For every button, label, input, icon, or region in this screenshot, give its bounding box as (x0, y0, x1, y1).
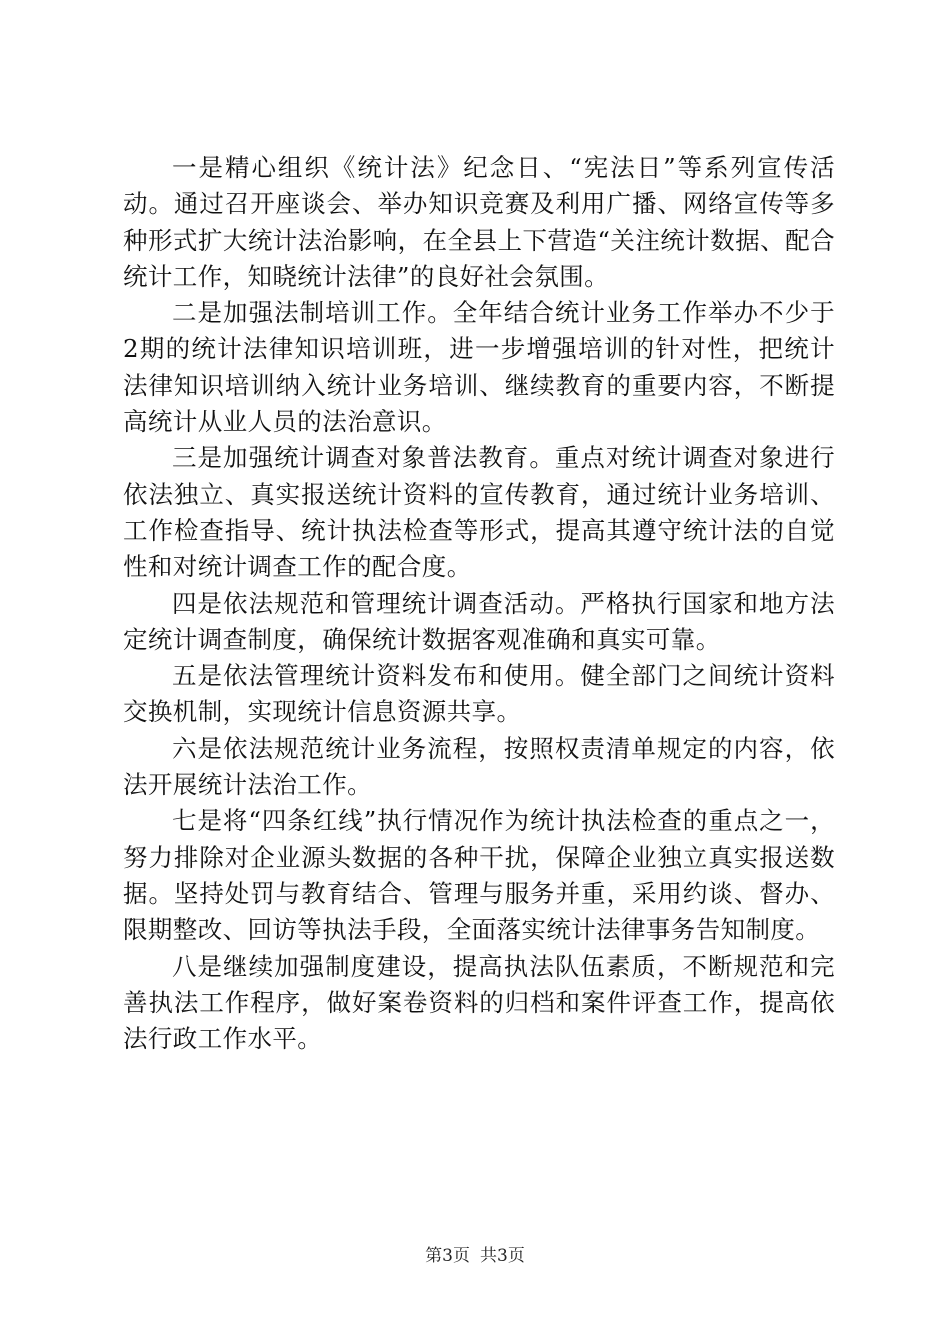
document-body (123, 150, 835, 1057)
paragraph-6: 六是依法规范统计业务流程，按照权责清单规定的内容，依法开展统计法治工作。 (123, 733, 835, 800)
page-number-current: 第3页 (425, 1246, 470, 1266)
paragraph-2: 二是加强法制培训工作。全年结合统计业务工作举办不少于2期的统计法律知识培训班，进一步增强培训的针对性，把统计法律知识培训纳入统计业务培训、继续教育的重要内容，不断提高统计从业人员的法治意识。 (123, 298, 835, 437)
paragraph-5: 五是依法管理统计资料发布和使用。健全部门之间统计资料交换机制，实现统计信息资源共享。 (123, 661, 835, 727)
paragraph-3: 三是加强统计调查对象普法教育。重点对统计调查对象进行依法独立、真实报送统计资料的宣传教育，通过统计业务培训、工作检查指导、统计执法检查等形式，提高其遵守统计法的自觉性和对统计调查工作的配合度。 (123, 443, 835, 582)
page-number-total: 共3页 (480, 1246, 525, 1266)
paragraph-8: 八是继续加强制度建设，提高执法队伍素质，不断规范和完善执法工作程序，做好案卷资料的归档和案件评查工作，提高依法行政工作水平。 (123, 951, 835, 1054)
page-footer (0, 1245, 950, 1267)
paragraph-7: 七是将“四条红线”执行情况作为统计执法检查的重点之一，努力排除对企业源头数据的各种干扰，保障企业独立真实报送数据。坚持处罚与教育结合、管理与服务并重，采用约谈、督办、限期整改、回访等执法手段，全面落实统计法律事务告知制度。 (123, 806, 835, 945)
paragraph-1: 一是精心组织《统计法》纪念日、“宪法日”等系列宣传活动。通过召开座谈会、举办知识竞赛及利用广播、网络宣传等多种形式扩大统计法治影响，在全县上下营造“关注统计数据、配合统计工作，知晓统计法律”的良好社会氛围。 (123, 153, 835, 291)
paragraph-4: 四是依法规范和管理统计调查活动。严格执行国家和地方法定统计调查制度，确保统计数据客观准确和真实可靠。 (123, 588, 835, 654)
